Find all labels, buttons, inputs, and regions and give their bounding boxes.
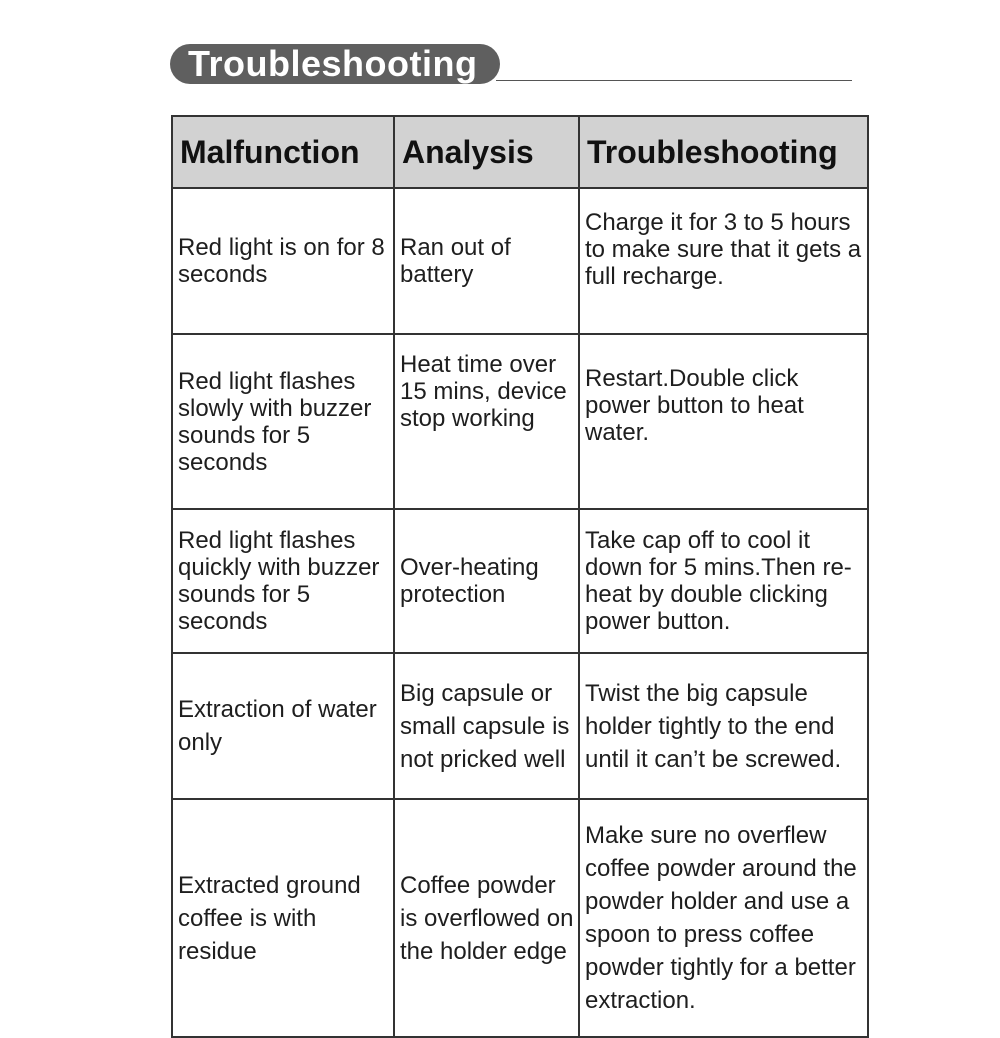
troubleshooting-cell: Charge it for 3 to 5 hours to make sure that it gets a full recharge. <box>579 188 868 334</box>
malfunction-cell: Extracted ground coffee is with residue <box>172 799 394 1037</box>
analysis-cell: Big capsule or small capsule is not pricked well <box>394 653 579 799</box>
analysis-cell: Heat time over 15 mins, device stop working <box>394 334 579 509</box>
column-header-troubleshooting: Troubleshooting <box>579 116 868 188</box>
malfunction-cell: Red light flashes slowly with buzzer sounds for 5 seconds <box>172 334 394 509</box>
analysis-cell: Over-heating protection <box>394 509 579 653</box>
malfunction-cell: Extraction of water only <box>172 653 394 799</box>
analysis-cell: Coffee powder is overflowed on the holder edge <box>394 799 579 1037</box>
troubleshooting-cell: Restart.Double click power button to heat water. <box>579 334 868 509</box>
section-title-badge <box>170 44 500 84</box>
table-row <box>172 509 868 653</box>
column-header-analysis: Analysis <box>394 116 579 188</box>
malfunction-cell: Red light is on for 8 seconds <box>172 188 394 334</box>
analysis-cell: Ran out of battery <box>394 188 579 334</box>
troubleshooting-table <box>171 115 869 1038</box>
page-title: Troubleshooting <box>188 43 478 84</box>
column-header-malfunction: Malfunction <box>172 116 394 188</box>
troubleshooting-cell: Make sure no overflew coffee powder around the powder holder and use a spoon to press coffee powder tightly for a better extraction. <box>579 799 868 1037</box>
table-row <box>172 188 868 334</box>
table-row <box>172 799 868 1037</box>
troubleshooting-cell: Take cap off to cool it down for 5 mins.Then re-heat by double clicking power button. <box>579 509 868 653</box>
table-row <box>172 653 868 799</box>
table-row <box>172 334 868 509</box>
troubleshooting-cell: Twist the big capsule holder tightly to the end until it can’t be screwed. <box>579 653 868 799</box>
malfunction-cell: Red light flashes quickly with buzzer sounds for 5 seconds <box>172 509 394 653</box>
title-divider <box>496 80 852 81</box>
table-header-row <box>172 116 868 188</box>
